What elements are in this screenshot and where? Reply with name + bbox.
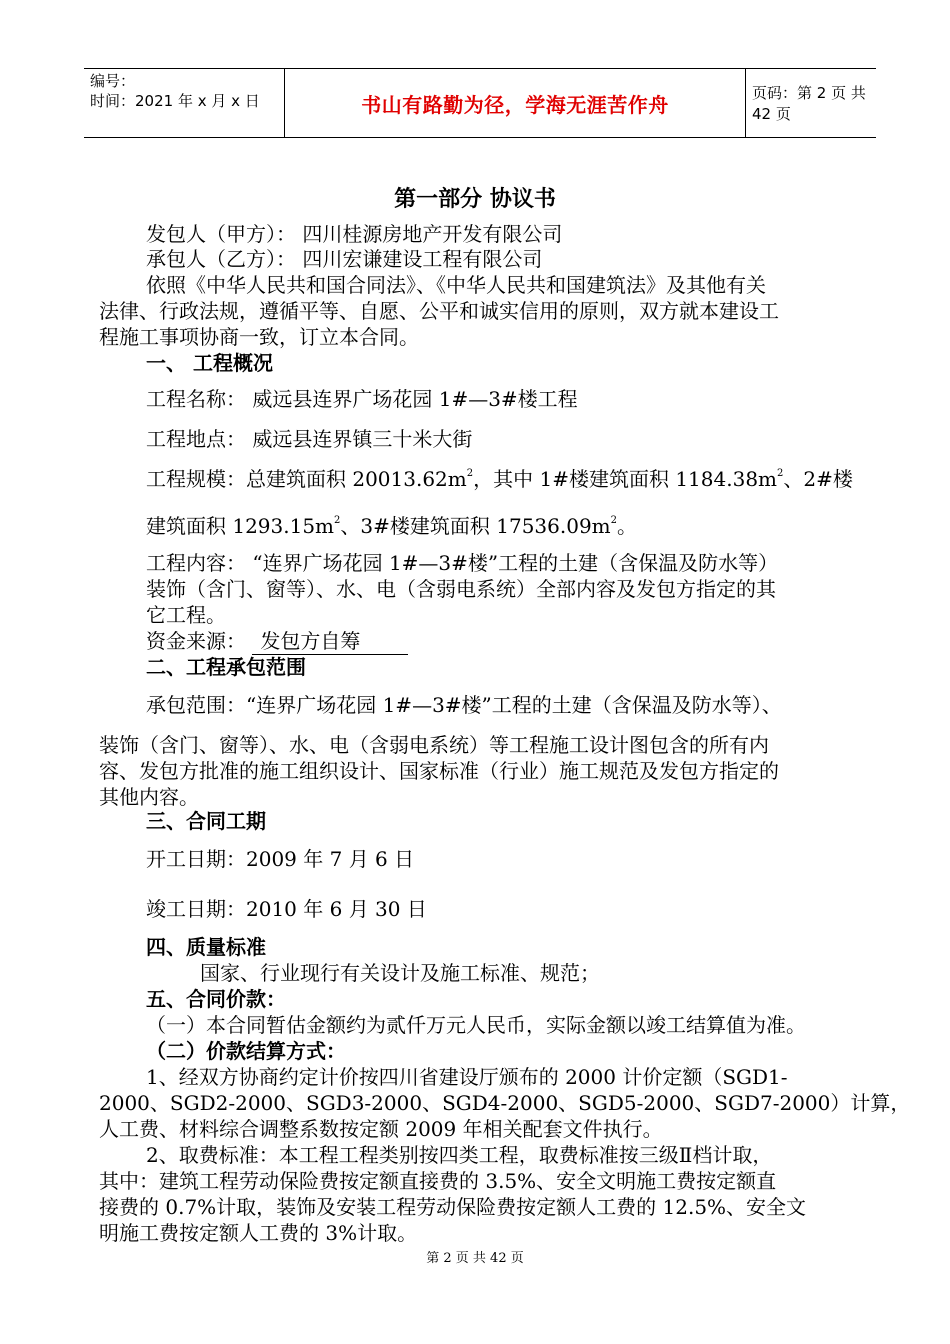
scope-line-1: 承包范围：“连界广场花园 1#—3#楼”工程的土建（含保温及防水等）、 [146, 693, 782, 717]
start-date-line: 开工日期：2009 年 7 月 6 日 [146, 847, 415, 871]
sup-2: 2 [334, 515, 341, 526]
contractor-line: 承包人（乙方）： 四川宏谦建设工程有限公司 [146, 247, 543, 271]
settlement-p2-line-1: 2、取费标准：本工程工程类别按四类工程，取费标准按三级Ⅱ档计取， [146, 1143, 773, 1167]
scale-text-c: 、2#楼 [783, 467, 853, 491]
end-date-line: 竣工日期：2010 年 6 月 30 日 [146, 897, 427, 921]
page-header [84, 68, 876, 138]
sup-2: 2 [610, 515, 618, 526]
sup-2: 2 [777, 468, 784, 479]
page-footer: 第 2 页 共 42 页 [426, 1251, 524, 1266]
project-location-line: 工程地点： 威远县连界镇三十米大街 [146, 427, 473, 451]
project-content-line-3: 它工程。 [146, 603, 226, 627]
project-scale-line-1 [146, 466, 853, 492]
project-content-line-2: 装饰（含门、窗等）、水、电（含弱电系统）全部内容及发包方指定的其 [146, 577, 776, 601]
employer-line: 发包人（甲方）： 四川桂源房地产开发有限公司 [146, 222, 563, 246]
document-title: 第一部分 协议书 [394, 187, 556, 212]
section-5-heading: 五、合同价款： [146, 987, 286, 1011]
sup-2: 2 [466, 468, 474, 479]
header-motto: 书山有路勤为径，学海无涯苦作舟 [284, 69, 746, 137]
section-1-heading: 一、 工程概况 [146, 351, 273, 375]
scale2-text-c: 。 [617, 514, 638, 538]
settlement-p2-line-2: 其中：建筑工程劳动保险费按定额直接费的 3.5%、安全文明施工费按定额直 [99, 1169, 777, 1193]
funds-value: 发包方自筹 [252, 628, 408, 655]
settlement-p1-line-1: 1、经双方协商约定计价按四川省建设厅颁布的 2000 计价定额（SGD1- [146, 1065, 788, 1089]
quality-standard-line: 国家、行业现行有关设计及施工标准、规范； [200, 961, 600, 985]
settlement-p2-line-4: 明施工费按定额人工费的 3%计取。 [99, 1221, 418, 1245]
intro-line-3: 程施工事项协商一致，订立本合同。 [99, 325, 419, 349]
section-2-heading: 二、工程承包范围 [146, 655, 306, 679]
project-scale-line-2 [146, 513, 637, 539]
scale-text-a: 工程规模：总建筑面积 20013.62m [146, 467, 467, 491]
header-meta [84, 69, 284, 137]
settlement-heading: （二）价款结算方式： [146, 1039, 346, 1063]
contract-price-line: （一）本合同暂估金额约为贰仟万元人民币，实际金额以竣工结算值为准。 [146, 1013, 806, 1037]
document-time-label: 时间：2021 年 x 月 x 日 [90, 92, 260, 110]
settlement-p1-line-2: 2000、SGD2-2000、SGD3-2000、SGD4-2000、SGD5-2000、SGD7-2000）计算， [99, 1091, 911, 1115]
settlement-p1-line-3: 人工费、材料综合调整系数按定额 2009 年相关配套文件执行。 [99, 1117, 663, 1141]
project-name-line: 工程名称： 威远县连界广场花园 1#—3#楼工程 [146, 387, 578, 411]
scope-line-4: 其他内容。 [99, 785, 199, 809]
document-number-label: 编号： [90, 72, 136, 90]
intro-line-1: 依照《中华人民共和国合同法》、《中华人民共和国建筑法》及其他有关 [146, 273, 766, 297]
project-content-line-1: 工程内容： “连界广场花园 1#—3#楼”工程的土建（含保温及防水等） [146, 551, 779, 575]
section-4-heading: 四、质量标准 [146, 935, 266, 959]
scope-line-3: 容、发包方批准的施工组织设计、国家标准（行业）施工规范及发包方指定的 [99, 759, 779, 783]
funds-line [146, 628, 408, 655]
settlement-p2-line-3: 接费的 0.7%计取，装饰及安装工程劳动保险费按定额人工费的 12.5%、安全文 [99, 1195, 807, 1219]
funds-label: 资金来源： [146, 629, 246, 653]
header-page-label: 页码：第 2 页 共 42 页 [752, 84, 866, 123]
scale2-text-b: 、3#楼建筑面积 17536.09m [340, 514, 611, 538]
scope-line-2: 装饰（含门、窗等）、水、电（含弱电系统）等工程施工设计图包含的所有内 [99, 733, 769, 757]
scale2-text-a: 建筑面积 1293.15m [146, 514, 335, 538]
intro-line-2: 法律、行政法规，遵循平等、自愿、公平和诚实信用的原则，双方就本建设工 [99, 299, 779, 323]
scale-text-b: ，其中 1#楼建筑面积 1184.38m [473, 467, 778, 491]
section-3-heading: 三、合同工期 [146, 809, 266, 833]
